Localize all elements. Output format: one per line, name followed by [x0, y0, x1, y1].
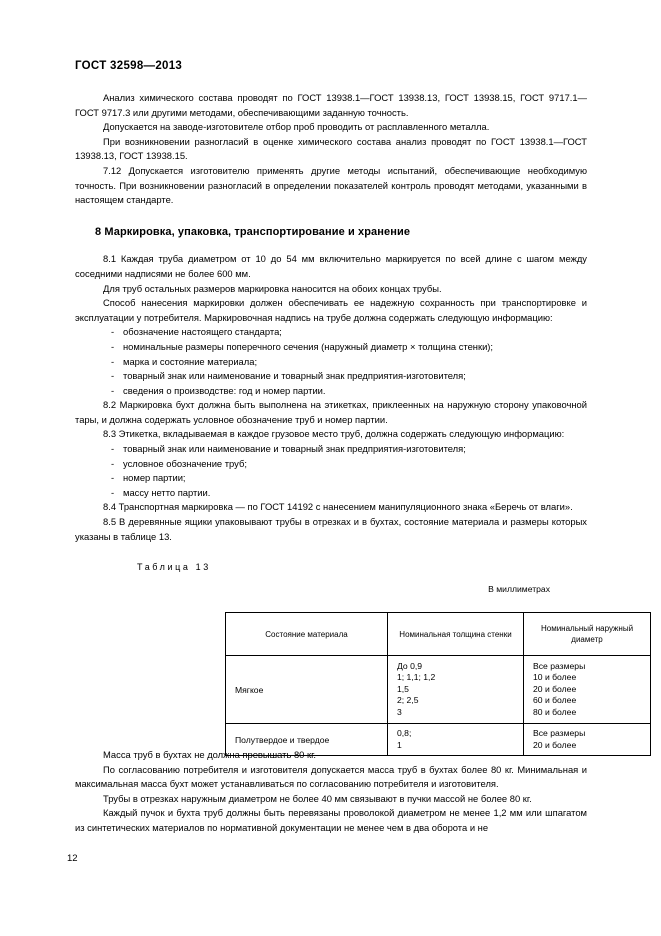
list-item-label: товарный знак или наименование и товарный знак предприятия-изготовителя; [123, 370, 466, 382]
list-item-label: массу нетто партии. [123, 486, 211, 498]
list-item-label: номер партии; [123, 472, 186, 484]
paragraph-8-3: 8.3 Этикетка, вкладываемая в каждое грузовое место труб, должна содержать следующую информацию: [103, 428, 565, 440]
cell-diameter: Все размеры 20 и более [524, 724, 651, 756]
dash-bullet-icon: - [111, 384, 115, 396]
list-item-label: сведения о производстве: год и номер партии. [123, 384, 326, 396]
list-item [75, 384, 587, 399]
list-item [75, 442, 587, 457]
dash-bullet-icon: - [111, 486, 115, 498]
dash-bullet-icon: - [111, 443, 115, 455]
dash-bullet-icon: - [111, 326, 115, 338]
list-item [75, 486, 587, 501]
table-13 [225, 612, 651, 756]
document-body [75, 91, 587, 596]
table-caption: Таблица 13 [137, 562, 211, 573]
paragraph-8-4: 8.4 Транспортная маркировка — по ГОСТ 14192 с нанесением манипуляционного знака «Беречь от влаги». [103, 501, 573, 513]
list-item [75, 355, 587, 370]
list-item-label: обозначение настоящего стандарта; [123, 326, 282, 338]
table-units-note: В миллиметрах [488, 583, 550, 594]
paragraph-sampling: Допускается на заводе-изготовителе отбор проб проводить от расплавленного металла. [103, 121, 490, 133]
marking-info-list [75, 325, 587, 398]
list-item [75, 340, 587, 355]
paragraph-agreement-mass: По согласованию потребителя и изготовителя допускается масса труб в бухтах более 80 кг. Минимальная и максимальная масса бухт может устанавливаться по согласованию потребителя и изготовителя. [75, 763, 587, 790]
paragraph-tying: Каждый пучок и бухта труб должны быть перевязаны проволокой диаметром не менее 1,2 мм или шпагатом из синтетических материалов по нормативной документации не менее чем в два оборота и не [75, 807, 587, 833]
dash-bullet-icon: - [111, 457, 115, 469]
list-item [75, 325, 587, 340]
section-heading-8: 8 Маркировка, упаковка, транспортирование и хранение [95, 225, 411, 238]
cell-material: Мягкое [226, 656, 388, 724]
paragraph-8-1: 8.1 Каждая труба диаметром от 10 до 54 мм включительно маркируется по всей длине с шагом между соседними надписями не более 600 мм. [75, 253, 587, 279]
list-item-label: марка и состояние материала; [123, 355, 258, 367]
dash-bullet-icon: - [111, 370, 115, 382]
dash-bullet-icon: - [111, 340, 115, 352]
column-header-material: Состояние материала [226, 613, 388, 656]
column-header-thickness: Номинальная толщина стенки [388, 613, 524, 656]
column-header-diameter: Номинальный наружный диаметр [524, 613, 651, 656]
page-number: 12 [67, 853, 78, 864]
paragraph-disputes: При возникновении разногласий в оценке химического состава анализ проводят по ГОСТ 13938.1—ГОСТ 13938.13, ГОСТ 13938.15. [75, 135, 587, 162]
paragraph-bundles: Трубы в отрезках наружным диаметром не более 40 мм связывают в пучки массой не более 80 кг. [103, 792, 532, 804]
cell-thickness: До 0,9 1; 1,1; 1,2 1,5 2; 2,5 3 [388, 656, 524, 724]
label-info-list [75, 442, 587, 500]
paragraph-8-5: 8.5 В деревянные ящики упаковывают трубы в отрезках и в бухтах, состояние материала и размеры которых указаны в таблице 13. [75, 516, 587, 542]
list-item-label: номинальные размеры поперечного сечения (наружный диаметр × толщина стенки); [123, 340, 494, 352]
paragraph-8-1c: Способ нанесения маркировки должен обеспечивать ее надежную сохранность при транспортировке и эксплуатации у потребителя. Маркировочная надпись на трубе должна содержать следующую информацию: [75, 297, 587, 323]
dash-bullet-icon: - [111, 472, 115, 484]
paragraph-8-2: 8.2 Маркировка бухт должна быть выполнена на этикетках, приклеенных на наружную сторону упаковочной тары, и должна содержать условное обозначение труб и номер партии. [75, 399, 587, 425]
list-item [75, 457, 587, 472]
paragraph-coil-mass: Масса труб в бухтах не должна превышать 80 кг. [103, 749, 316, 760]
list-item-label: условное обозначение труб; [123, 457, 247, 469]
table-row [226, 656, 651, 724]
list-item [75, 369, 587, 384]
list-item-label: товарный знак или наименование и товарный знак предприятия-изготовителя; [123, 443, 466, 455]
cell-thickness: 0,8; 1 [388, 724, 524, 756]
document-body-tail [75, 748, 587, 836]
table-header-row [226, 613, 651, 656]
paragraph-8-1b: Для труб остальных размеров маркировка наносится на обоих концах трубы. [103, 282, 442, 294]
paragraph-analysis: Анализ химического состава проводят по ГОСТ 13938.1—ГОСТ 13938.13, ГОСТ 13938.15, ГОСТ 9717.1—ГОСТ 9717.3 или другими методами, обеспечивающими заданную точность. [75, 92, 587, 118]
dash-bullet-icon: - [111, 355, 115, 367]
document-header: ГОСТ 32598—2013 [75, 60, 183, 72]
cell-diameter: Все размеры 10 и более 20 и более 60 и более 80 и более [524, 656, 651, 724]
table-body [226, 656, 651, 756]
cell-material: Полутвердое и твердое [226, 724, 388, 756]
table-header [226, 613, 651, 656]
list-item [75, 471, 587, 486]
paragraph-7-12: 7.12 Допускается изготовителю применять другие методы испытаний, обеспечивающие необходимую точность. При возникновении разногласий в определении показателей контроль проводят методами, указанными в настоящем стандарте. [75, 164, 587, 206]
